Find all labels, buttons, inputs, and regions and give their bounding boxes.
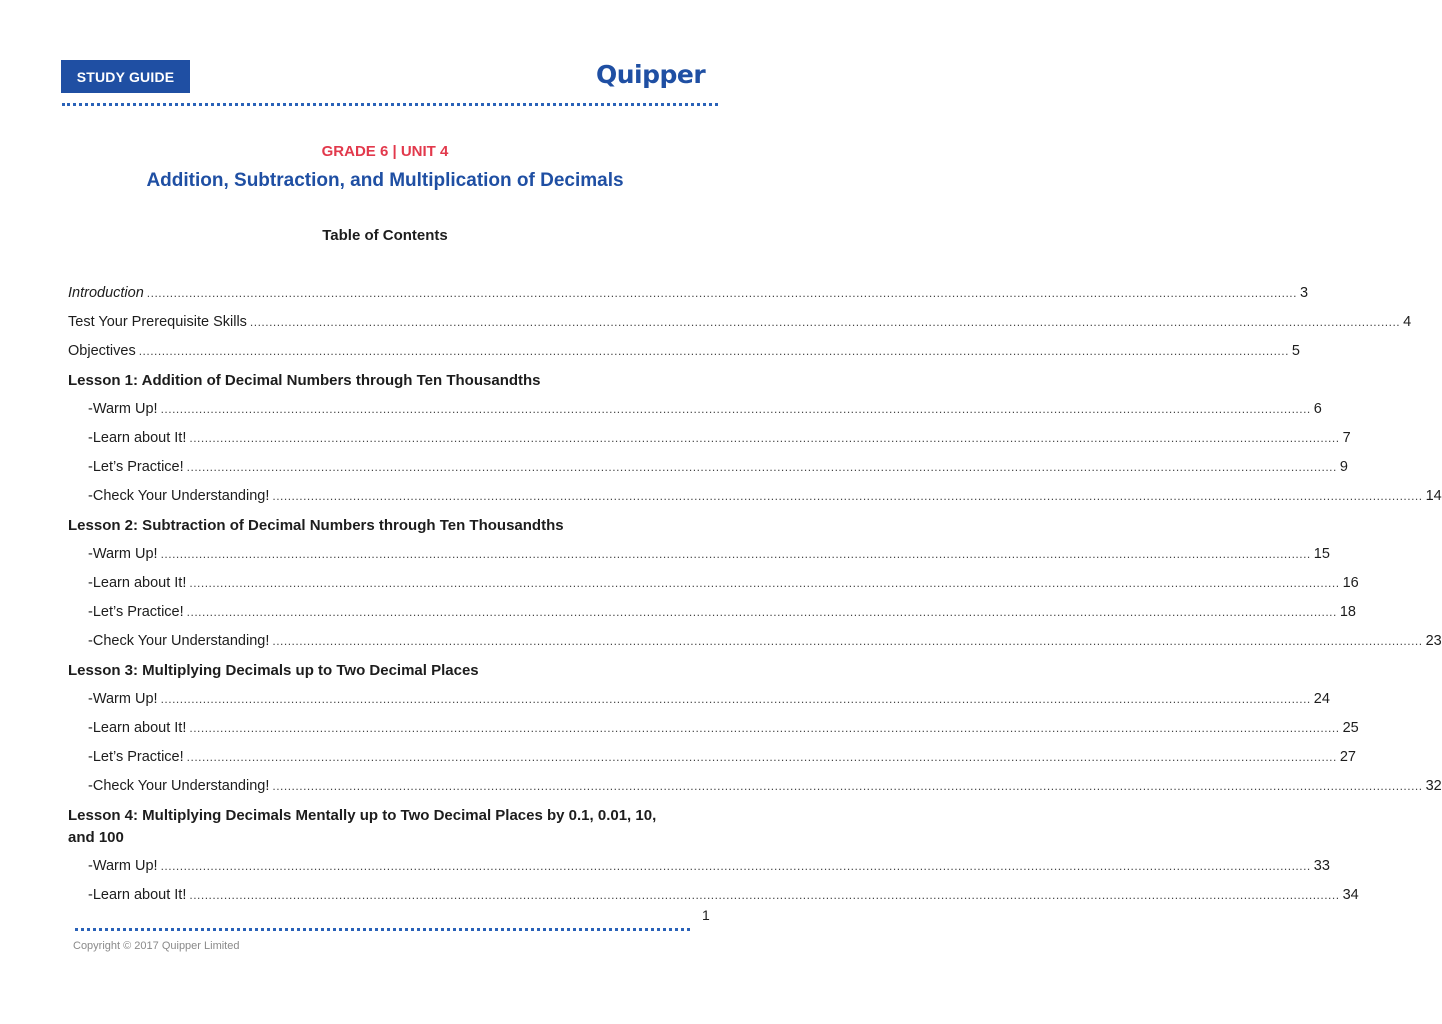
toc-subentry[interactable]: - Let’s Practice! ............................................................................................................................................................................................................................................................................................................ 18 bbox=[68, 598, 701, 627]
toc-subentry[interactable]: - Check Your Understanding! ............................................................................................................................................................................................................................................................................................................ 32 bbox=[68, 772, 701, 801]
toc-entry-label: Introduction bbox=[68, 285, 144, 301]
toc-entry-label: Warm Up! bbox=[92, 691, 158, 707]
toc-subentry[interactable]: - Let’s Practice! ............................................................................................................................................................................................................................................................................................................ 27 bbox=[68, 743, 701, 772]
toc-entry-page: 4 bbox=[1403, 314, 1412, 330]
toc-entry-label: Warm Up! bbox=[92, 546, 158, 562]
toc-entry-label: Learn about It! bbox=[92, 887, 187, 903]
toc-leader: ............................................................................................................................................................................................................................................................................................................ bbox=[138, 344, 1289, 358]
toc-entry-page: 5 bbox=[1291, 343, 1300, 359]
toc-entry-label: Learn about It! bbox=[92, 720, 187, 736]
toc-entry-label: Learn about It! bbox=[92, 575, 187, 591]
toc-entry-page: 33 bbox=[1313, 858, 1330, 874]
toc-entry-page: 25 bbox=[1342, 720, 1359, 736]
toc-entry-label: Warm Up! bbox=[92, 858, 158, 874]
page-number: 1 bbox=[702, 907, 710, 923]
toc-leader: ............................................................................................................................................................................................................................................................................................................ bbox=[160, 547, 1311, 561]
toc-leader: ............................................................................................................................................................................................................................................................................................................ bbox=[272, 489, 1423, 503]
copyright-notice: Copyright © 2017 Quipper Limited bbox=[73, 940, 240, 952]
toc-entry-page: 3 bbox=[1299, 285, 1309, 301]
toc-leader: ............................................................................................................................................................................................................................................................................................................ bbox=[272, 634, 1423, 648]
toc-entry-prerequisite-skills[interactable] bbox=[68, 308, 1412, 337]
lesson-2-heading[interactable]: Lesson 2: Subtraction of Decimal Numbers through Ten Thousandths bbox=[68, 517, 564, 534]
toc-leader: ............................................................................................................................................................................................................................................................................................................ bbox=[249, 315, 1401, 329]
toc-leader: ............................................................................................................................................................................................................................................................................................................ bbox=[160, 692, 1311, 706]
toc-entry-label: Let’s Practice! bbox=[92, 749, 184, 765]
toc-entry-page: 23 bbox=[1425, 633, 1442, 649]
toc-entry-objectives[interactable] bbox=[68, 337, 1300, 366]
toc-entry-label: Objectives bbox=[68, 343, 136, 359]
toc-subentry[interactable]: - Warm Up! ............................................................................................................................................................................................................................................................................................................ 24 bbox=[68, 685, 701, 714]
toc-subentry[interactable]: - Learn about It! ............................................................................................................................................................................................................................................................................................................ 25 bbox=[68, 714, 701, 743]
toc-entry-label: Check Your Understanding! bbox=[92, 633, 270, 649]
page-title: Addition, Subtraction, and Multiplication of Decimals bbox=[146, 170, 624, 191]
quipper-logo: Quipper bbox=[596, 60, 706, 89]
grade-unit-label: GRADE 6 | UNIT 4 bbox=[321, 143, 449, 160]
toc-leader: ............................................................................................................................................................................................................................................................................................................ bbox=[189, 431, 1340, 445]
header-divider bbox=[62, 103, 718, 106]
toc-entry-label: Check Your Understanding! bbox=[92, 778, 270, 794]
lesson-4-heading[interactable]: Lesson 4: Multiplying Decimals Mentally up to Two Decimal Places by 0.1, 0.01, 10, and 100 bbox=[68, 807, 657, 846]
toc-entry-page: 34 bbox=[1342, 887, 1359, 903]
toc-leader: ............................................................................................................................................................................................................................................................................................................ bbox=[146, 286, 1297, 300]
study-guide-badge: STUDY GUIDE bbox=[61, 60, 190, 93]
toc-subentry[interactable]: - Warm Up! ............................................................................................................................................................................................................................................................................................................ 6 bbox=[68, 395, 701, 424]
toc-entry-label: Learn about It! bbox=[92, 430, 187, 446]
toc-entry-label: Test Your Prerequisite Skills bbox=[68, 314, 247, 330]
toc-entry-page: 7 bbox=[1342, 430, 1351, 446]
toc-subentry[interactable]: - Learn about It! ............................................................................................................................................................................................................................................................................................................ 34 bbox=[68, 881, 701, 910]
toc-leader: ............................................................................................................................................................................................................................................................................................................ bbox=[186, 460, 1337, 474]
toc-entry-label: Let’s Practice! bbox=[92, 604, 184, 620]
toc-leader: ............................................................................................................................................................................................................................................................................................................ bbox=[272, 779, 1423, 793]
toc-subentry[interactable]: - Check Your Understanding! ............................................................................................................................................................................................................................................................................................................ 14 bbox=[68, 482, 701, 511]
toc-entry-page: 9 bbox=[1339, 459, 1348, 475]
toc-subentry[interactable]: - Warm Up! ............................................................................................................................................................................................................................................................................................................ 33 bbox=[68, 852, 701, 881]
toc-entry-introduction[interactable] bbox=[68, 279, 1309, 308]
toc-entry-page: 15 bbox=[1313, 546, 1330, 562]
lesson-1-heading[interactable]: Lesson 1: Addition of Decimal Numbers through Ten Thousandths bbox=[68, 372, 541, 389]
toc-leader: ............................................................................................................................................................................................................................................................................................................ bbox=[160, 402, 1311, 416]
toc-leader: ............................................................................................................................................................................................................................................................................................................ bbox=[160, 859, 1311, 873]
toc-subentry[interactable]: - Check Your Understanding! ............................................................................................................................................................................................................................................................................................................ 23 bbox=[68, 627, 701, 656]
toc-entry-page: 32 bbox=[1425, 778, 1442, 794]
toc-leader: ............................................................................................................................................................................................................................................................................................................ bbox=[189, 721, 1340, 735]
toc-entry-page: 16 bbox=[1342, 575, 1359, 591]
toc-subentry[interactable]: - Let’s Practice! ............................................................................................................................................................................................................................................................................................................ 9 bbox=[68, 453, 701, 482]
toc-entry-page: 6 bbox=[1313, 401, 1322, 417]
footer-divider bbox=[75, 928, 690, 931]
toc-leader: ............................................................................................................................................................................................................................................................................................................ bbox=[186, 750, 1337, 764]
lesson-3-heading[interactable]: Lesson 3: Multiplying Decimals up to Two Decimal Places bbox=[68, 662, 479, 679]
table-of-contents bbox=[68, 279, 1442, 910]
toc-leader: ............................................................................................................................................................................................................................................................................................................ bbox=[189, 888, 1340, 902]
toc-entry-page: 18 bbox=[1339, 604, 1356, 620]
toc-subentry[interactable]: - Warm Up! ............................................................................................................................................................................................................................................................................................................ 15 bbox=[68, 540, 701, 569]
toc-leader: ............................................................................................................................................................................................................................................................................................................ bbox=[186, 605, 1337, 619]
toc-entry-page: 27 bbox=[1339, 749, 1356, 765]
toc-entry-label: Warm Up! bbox=[92, 401, 158, 417]
toc-entry-page: 24 bbox=[1313, 691, 1330, 707]
toc-entry-label: Let’s Practice! bbox=[92, 459, 184, 475]
toc-entry-page: 14 bbox=[1425, 488, 1442, 504]
toc-entry-label: Check Your Understanding! bbox=[92, 488, 270, 504]
toc-subentry[interactable]: - Learn about It! ............................................................................................................................................................................................................................................................................................................ 7 bbox=[68, 424, 701, 453]
toc-leader: ............................................................................................................................................................................................................................................................................................................ bbox=[189, 576, 1340, 590]
toc-subentry[interactable]: - Learn about It! ............................................................................................................................................................................................................................................................................................................ 16 bbox=[68, 569, 701, 598]
toc-heading: Table of Contents bbox=[322, 227, 448, 244]
